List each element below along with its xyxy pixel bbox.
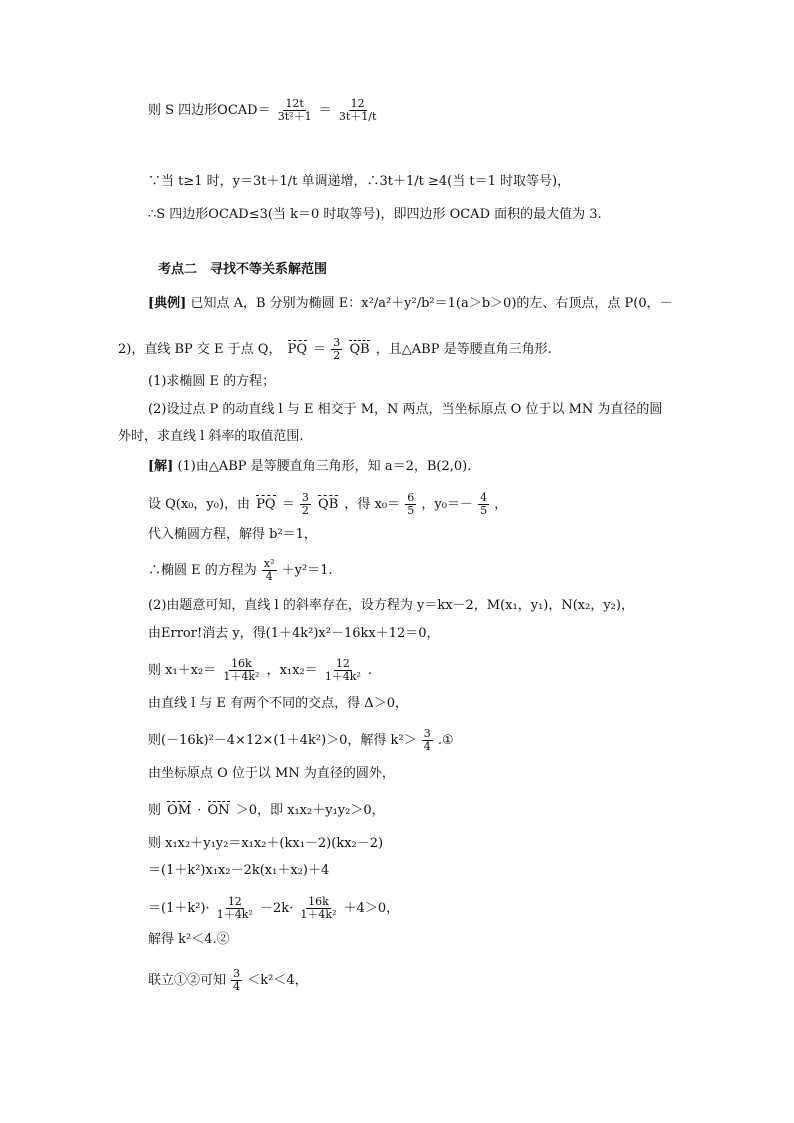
- solution-line-6: 由Error!消去 y，得(1＋4k²)x²－16kx＋12＝0，: [148, 626, 440, 641]
- fraction-numerator: 12: [335, 657, 350, 670]
- solution-text: ＜k²＜4，: [247, 973, 308, 988]
- example-text: 已知点 A，B 分别为椭圆 E：x²/a²＋y²/b²＝1(a＞b＞0)的左、右顶点，点 P(0，－: [190, 296, 673, 311]
- fraction-numerator: 12: [350, 97, 365, 110]
- fraction-numerator: 16k: [308, 895, 329, 908]
- fraction: [221, 658, 261, 683]
- monotonic-line: ∵当 t≥1 时，y＝3t＋1/t 单调递增，∴3t＋1/t ≥4(当 t＝1 时取等号)，: [148, 174, 571, 189]
- vector-om: OM: [167, 803, 192, 818]
- equals-sign: ＝: [313, 342, 327, 357]
- fraction-numerator: 3: [423, 727, 431, 740]
- solution-line-10: 由坐标原点 O 位于以 MN 为直径的圆外，: [148, 766, 395, 781]
- fraction-denominator: 3t＋1/t: [338, 110, 377, 123]
- solution-text: ，x₁x₂＝: [266, 663, 318, 678]
- vector-pq: PQ: [287, 342, 307, 357]
- solution-text: ＋y²＝1.: [281, 563, 333, 578]
- fraction-denominator: 1＋4k²: [324, 670, 361, 683]
- solution-text: ，y₀＝－: [421, 497, 473, 512]
- solution-line-15: 解得 k²＜4.②: [148, 932, 230, 947]
- fraction-denominator: 5: [480, 504, 488, 517]
- solution-text: ＞0，即 x₁x₂＋y₁y₂＞0，: [235, 803, 385, 818]
- solution-text: ＋4＞0，: [343, 901, 400, 916]
- example-label: [典例]: [148, 296, 187, 311]
- example-line-2: [118, 337, 552, 362]
- question-1: (1)求椭圆 E 的方程；: [148, 374, 276, 389]
- solution-text: ，: [494, 497, 508, 512]
- example-text: 2)，直线 BP 交 E 于点 Q，: [118, 342, 282, 357]
- solution-line-14: [148, 896, 399, 921]
- fraction-denominator: 2: [301, 504, 309, 517]
- solution-line-11: [148, 801, 385, 819]
- fraction-denominator: 1＋4k²: [216, 908, 253, 921]
- solution-line-1: [148, 459, 471, 475]
- fraction: [331, 337, 342, 362]
- fraction: [276, 98, 314, 123]
- fraction-numerator: 4: [480, 491, 488, 504]
- fraction-numerator: 12: [227, 895, 242, 908]
- fraction-denominator: 2: [333, 349, 341, 362]
- area-formula-line: [148, 98, 379, 123]
- fraction: [231, 968, 242, 993]
- solution-line-9: [148, 728, 454, 753]
- equals-sign: ＝: [281, 497, 295, 512]
- question-2-line-2: 外时，求直线 l 斜率的取值范围.: [118, 429, 304, 444]
- solution-text: .①: [437, 733, 454, 748]
- fraction: [215, 896, 255, 921]
- fraction: [300, 492, 311, 517]
- solution-line-4: [148, 558, 333, 583]
- dot-operator: ·: [197, 803, 202, 818]
- solution-text: ＝(1＋k²)·: [148, 901, 210, 916]
- solution-line-13: ＝(1＋k²)x₁x₂－2k(x₁＋x₂)＋4: [148, 863, 330, 878]
- vector-qb: QB: [349, 342, 370, 357]
- example-text: ，且△ABP 是等腰直角三角形.: [375, 342, 552, 357]
- fraction-denominator: 4: [265, 570, 273, 583]
- fraction-denominator: 4: [233, 980, 241, 993]
- fraction: [323, 658, 363, 683]
- solution-line-7: [148, 658, 372, 683]
- vector-pq: PQ: [256, 497, 276, 512]
- solution-text: 设 Q(x₀，y₀)，由: [148, 497, 251, 512]
- fraction-numerator: 3: [301, 491, 309, 504]
- fraction: [298, 896, 338, 921]
- solution-line-8: 由直线 l 与 E 有两个不同的交点，得 Δ＞0，: [148, 696, 408, 711]
- solution-line-3: 代入椭圆方程，解得 b²＝1，: [148, 527, 317, 542]
- equals-sign: ＝: [318, 103, 332, 118]
- fraction: [262, 558, 277, 583]
- fraction-numerator: 16k: [231, 657, 252, 670]
- fraction: [405, 492, 416, 517]
- fraction-numerator: 6: [407, 491, 415, 504]
- solution-line-2: [148, 492, 507, 517]
- question-2-line-1: (2)设过点 P 的动直线 l 与 E 相交于 M，N 两点，当坐标原点 O 位于以 MN 为直径的圆: [148, 402, 663, 417]
- solution-line-12: 则 x₁x₂＋y₁y₂＝x₁x₂＋(kx₁－2)(kx₂－2): [148, 836, 384, 851]
- fraction-denominator: 3t²＋1: [277, 110, 312, 123]
- solution-line-16: [148, 968, 308, 993]
- solution-text: .: [368, 663, 373, 678]
- solution-text: 联立①②可知: [148, 973, 227, 988]
- fraction: [422, 728, 433, 753]
- solution-text: (1)由△ABP 是等腰直角三角形，知 a＝2，B(2,0).: [177, 459, 472, 474]
- fraction-denominator: 5: [407, 504, 415, 517]
- section-heading: 考点二 寻找不等关系解范围: [158, 262, 328, 277]
- fraction: [337, 98, 379, 123]
- fraction-numerator: 3: [233, 967, 241, 980]
- solution-label: [解]: [148, 459, 174, 474]
- solution-line-5: (2)由题意可知，直线 l 的斜率存在，设方程为 y＝kx－2，M(x₁，y₁)，N(x₂，y₂)，: [148, 598, 634, 613]
- fraction: [478, 492, 489, 517]
- solution-text: －2k·: [260, 901, 294, 916]
- example-line-1: [148, 296, 673, 312]
- fraction-denominator: 1＋4k²: [300, 908, 337, 921]
- solution-text: ∴椭圆 E 的方程为: [148, 563, 257, 578]
- solution-text: 则 x₁＋x₂＝: [148, 663, 217, 678]
- vector-on: ON: [207, 803, 230, 818]
- vector-qb: QB: [318, 497, 339, 512]
- fraction-denominator: 1＋4k²: [223, 670, 260, 683]
- solution-text: 则(－16k)²－4×12×(1＋4k²)＞0，解得 k²＞: [148, 733, 417, 748]
- fraction-numerator: 12t: [285, 97, 304, 110]
- fraction-numerator: x²: [263, 557, 275, 570]
- area-formula-text: 则 S 四边形OCAD＝: [148, 103, 271, 118]
- max-area-line: ∴S 四边形OCAD≤3(当 k＝0 时取等号)，即四边形 OCAD 面积的最大值为 3.: [148, 207, 602, 222]
- solution-text: ，得 x₀＝: [344, 497, 401, 512]
- solution-text: 则: [148, 803, 162, 818]
- fraction-numerator: 3: [333, 336, 341, 349]
- fraction-denominator: 4: [423, 740, 431, 753]
